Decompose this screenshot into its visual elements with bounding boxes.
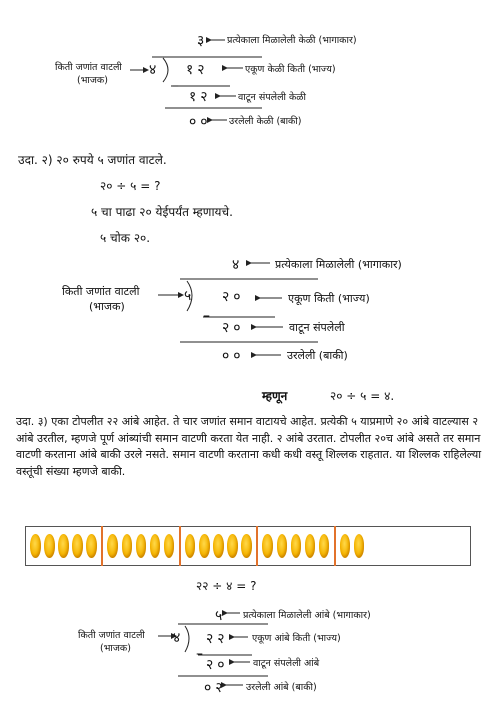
ex1-divisor-label: किती जणांत वाटली bbox=[55, 62, 122, 73]
mango-icon bbox=[227, 534, 238, 558]
ex1-divisor-label-sub: (भाजक) bbox=[77, 75, 108, 86]
group-divider bbox=[179, 526, 181, 566]
ex3-dividend: २२ bbox=[206, 631, 229, 647]
mango-icon bbox=[291, 534, 302, 558]
mango-icon bbox=[72, 534, 83, 558]
mango-icon bbox=[107, 534, 118, 558]
ex1-divisor: ४ bbox=[149, 62, 160, 78]
ex1-remainder-label: उरलेली केळी (बाकी) bbox=[229, 116, 302, 127]
ex3-remainder: ०२ bbox=[204, 680, 227, 696]
mango-icon bbox=[150, 534, 161, 558]
ex2-line2: ५ चा पाढा २० येईपर्यंत म्हणायचे. bbox=[91, 205, 233, 219]
ex2-divisor: ५ bbox=[184, 288, 195, 304]
group-divider bbox=[256, 526, 258, 566]
mango-icon bbox=[86, 534, 97, 558]
ex2-dividend-label: एकूण किती (भाज्य) bbox=[288, 292, 370, 305]
mango-icon bbox=[58, 534, 69, 558]
mango-icon bbox=[354, 534, 365, 558]
ex2-long-division bbox=[158, 263, 318, 355]
ex3-subtracted: २० bbox=[206, 657, 229, 673]
ex3-quotient-label: प्रत्येकाला मिळालेली आंबे (भागाकार) bbox=[243, 610, 371, 621]
ex2-quotient-label: प्रत्येकाला मिळालेली (भागाकार) bbox=[275, 258, 402, 271]
group-divider bbox=[101, 526, 103, 566]
ex2-dividend: २० bbox=[222, 289, 245, 305]
ex2-hence-word: म्हणून bbox=[262, 389, 288, 403]
ex3-dividend-label: एकूण आंबे किती (भाज्य) bbox=[252, 633, 341, 644]
ex2-heading: उदा. २) २० रुपये ५ जणांत वाटले. bbox=[18, 153, 167, 167]
ex2-line3: ५ चोक २०. bbox=[100, 231, 151, 245]
ex1-dividend: १२ bbox=[186, 62, 209, 78]
mango-icon bbox=[122, 534, 133, 558]
ex1-long-division bbox=[130, 40, 262, 120]
ex2-hence-equation: २० ÷ ५ = ४. bbox=[330, 389, 395, 403]
ex2-quotient: ४ bbox=[232, 257, 243, 273]
ex3-quotient: ५ bbox=[215, 608, 226, 624]
mango-icon bbox=[262, 534, 273, 558]
mango-icon bbox=[319, 534, 330, 558]
ex2-equation: २० ÷ ५ = ? bbox=[100, 179, 161, 193]
ex3-divisor-label-sub: (भाजक) bbox=[100, 643, 131, 654]
mango-icon bbox=[213, 534, 224, 558]
ex3-minus: – bbox=[196, 646, 206, 662]
mango-icon bbox=[277, 534, 288, 558]
ex3-remainder-label: उरलेली आंबे (बाकी) bbox=[246, 682, 317, 693]
ex1-quotient: ३ bbox=[197, 33, 208, 49]
group-divider bbox=[334, 526, 336, 566]
ex3-equation: २२ ÷ ४ = ? bbox=[196, 579, 257, 593]
mango-icon bbox=[185, 534, 196, 558]
mango-icon bbox=[136, 534, 147, 558]
ex2-remainder: ०० bbox=[222, 348, 245, 364]
ex2-subtracted: २० bbox=[222, 320, 245, 336]
ex1-dividend-label: एकूण केळी किती (भाज्य) bbox=[245, 64, 336, 75]
mango-icon bbox=[199, 534, 210, 558]
ex1-quotient-label: प्रत्येकाला मिळालेली केळी (भागाकार) bbox=[227, 35, 357, 46]
mango-icon bbox=[164, 534, 175, 558]
ex1-remainder: ०० bbox=[189, 114, 212, 130]
ex3-subtracted-label: वाटून संपलेली आंबे bbox=[253, 658, 320, 669]
ex1-subtracted-label: वाटून संपलेली केळी bbox=[238, 92, 306, 103]
ex3-divisor-label: किती जणांत वाटली bbox=[78, 630, 145, 641]
mango-icon bbox=[241, 534, 252, 558]
ex2-remainder-label: उरलेली (बाकी) bbox=[287, 349, 348, 362]
mango-basket-strip bbox=[25, 526, 471, 566]
ex2-subtracted-label: वाटून संपलेली bbox=[289, 321, 345, 334]
ex2-divisor-label: किती जणांत वाटली bbox=[62, 285, 140, 298]
ex1-minus: – bbox=[172, 78, 182, 94]
mango-icon bbox=[305, 534, 316, 558]
ex2-divisor-label-sub: (भाजक) bbox=[89, 300, 125, 313]
ex3-divisor: ४ bbox=[173, 630, 184, 646]
ex3-paragraph: उदा. ३) एका टोपलीत २२ आंबे आहेत. ते चार जणांत समान वाटायचे आहेत. प्रत्येकी ५ याप्रमाणे २० आंबे वाटल्यास २ आंबे उरतील, म्हणजे पूर्ण आंब्यांची समान वाटणी करता येत नाही. २ आंबे उरतात. टोपलीत २०च आंबे असते तर समान वाटणी करताना आंबे बाकी उरले नसते. समान वाटणी करताना कधी कधी वस्तू शिल्लक राहतात. या शिल्लक राहिलेल्या वस्तूंची संख्या म्हणजे बाकी. bbox=[16, 415, 482, 478]
mango-icon bbox=[30, 534, 41, 558]
mango-icon bbox=[44, 534, 55, 558]
ex1-subtracted: १२ bbox=[189, 89, 212, 105]
ex3-long-division bbox=[158, 613, 268, 685]
mango-icon bbox=[340, 534, 351, 558]
ex2-minus: – bbox=[203, 308, 213, 324]
